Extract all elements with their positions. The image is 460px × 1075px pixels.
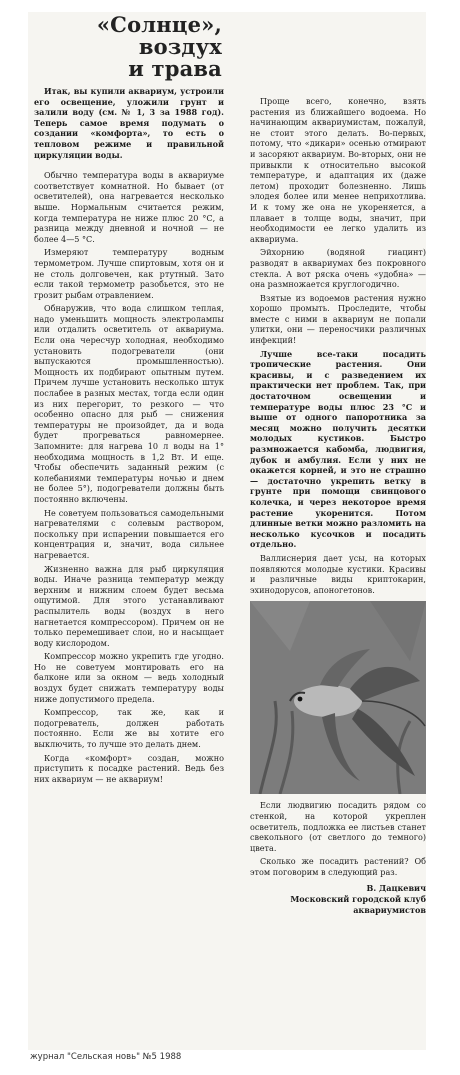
right-paragraph: Эйхорнию (водяной гиацинт) разводят в аквариумах без покровного стекла. А вот ряска очень «удобна» — она размножается круглогодично. <box>250 247 426 290</box>
left-paragraph: Обычно температура воды в аквариуме соответствует комнатной. Но бывает (от осветителей), она нагревается несколько выше. Нормальным считается режим, когда температура не ниже плюс 20 °С, а разница между дневной и ночной — не более 4—5 °С. <box>34 170 224 244</box>
title-line-2: воздух <box>138 34 222 59</box>
left-paragraph: Измеряют температуру водным термометром. Лучше спиртовым, хотя он и не столь долговечен, как ртутный. Зато если такой термометр разобьется, это не грозит рыбам отравлением. <box>34 247 224 300</box>
author-club: Московский городской клуб аквариумистов <box>290 894 426 915</box>
right-paragraph: Валлиснерия дает усы, на которых появляются молодые кустики. Красивы и различные виды криптокарин, эхинодорусов, апоногетонов. <box>250 552 426 595</box>
left-closing-paragraph: Когда «комфорт» создан, можно приступить к посадке растений. Ведь без них аквариум — не аквариум! <box>34 752 224 784</box>
right-paragraph: Взятые из водоемов растения нужно хорошо промыть. Проследите, чтобы вместе с ними в аквариум не попали улитки, они — переносчики различных инфекций! <box>250 292 426 346</box>
left-paragraph: Не советуем пользоваться самодельными нагревателями с солевым раствором, поскольку при испарении повышается его концентрация и, значит, вода сильнее нагревается. <box>34 507 224 560</box>
right-paragraph: Сколько же посадить растений? Об этом поговорим в следующий раз. <box>250 856 426 877</box>
left-paragraph: Жизненно важна для рыб циркуляция воды. Иначе разница температур между верхним и нижним слоем будет весьма ощутимой. Для этого устанавливают распылитель воды (воздух в него нагнетается компрессором). Причем он не только перемешивает слои, но и насыщает воду кислородом. <box>34 563 224 648</box>
fish-photo-drawing <box>250 601 426 794</box>
author-name: В. Дацкевич <box>366 883 426 894</box>
fish-photo <box>250 601 426 794</box>
right-paragraph: Проще всего, конечно, взять растения из ближайшего водоема. Но начинающим аквариумистам, пожалуй, не стоит этого делать. Во-первых, потому, что «дикари» осенью отмирают и засоряют аквариум. Во-вторых, они не привыкли к относительно высокой температуре, и адаптация их (даже летом) проходит болезненно. Лишь элодея более или менее неприхотлива. И к тому же она не укореняется, а плавает в толще воды, значит, при необходимости ее легко удалить из аквариума. <box>250 96 426 244</box>
left-paragraph: Компрессор можно укрепить где угодно. Но не советуем монтировать его на балконе или за окном — ведь холодный воздух будет снижать температуру воды ниже допустимого предела. <box>34 651 224 704</box>
left-paragraph: Обнаружив, что вода слишком теплая, надо уменьшить мощность электролампы или отдалить осветитель от аквариума. Если она чересчур холодная, необходимо установить подогреватели (они выпускаются промышленностью). Мощность их подбирают опытным путем. Причем лучше установить несколько штук послабее в разных местах, тогда если один из них перегорит, то резкого — что особенно опасно для рыб — снижения температуры не произойдет, да и вода будет прогреваться равномернее. Запомните: для нагрева 10 л воды на 1° необходима мощность в 1,2 Вт. И еще. Чтобы обеспечить заданный режим (с колебаниями температуры ночью и днем не более 5°), подогреватели должны быть постоянно включены. <box>34 303 224 504</box>
article-title <box>34 14 222 80</box>
right-paragraph: Если людвигию посадить рядом со стенкой, на которой укреплен осветитель, подложка ее листьев станет свекольного (от светлого до темного) цвета. <box>250 800 426 853</box>
right-strong-paragraph: Лучше все-таки посадить тропические растения. Они красивы, и с разведением их практически нет проблем. Так, при достаточном освещении и температуре воды плюс 23 °С и выше от одного папоротника за месяц можно получить десятки молодых кустиков. Быстро размножается кабомба, людвигия, дубок и амбулия. Если у них не окажется корней, и это не страшно — достаточно укрепить ветку в грунте при помощи свинцового колечка, и через некоторое время растение укоренится. Потом длинные ветки можно разломить на несколько кусочков и посадить отдельно. <box>250 348 426 550</box>
title-line-1: «Солнце», <box>96 12 222 37</box>
source-caption: журнал "Сельская новь" №5 1988 <box>30 1052 182 1062</box>
title-line-3: и трава <box>128 56 222 81</box>
left-paragraph: Компрессор, так же, как и подогреватель, должен работать постоянно. Если же вы хотите его выключить, то лучше это делать днем. <box>34 707 224 750</box>
left-column <box>34 14 224 787</box>
right-column <box>250 96 426 915</box>
article-lead: Итак, вы купили аквариум, устроили его освещение, уложили грунт и залили воду (см. № 1, 3 за 1988 год). Теперь самое время подумать о создании «комфорта», то есть о тепловом режиме и правильной циркуляции воды. <box>34 86 224 160</box>
